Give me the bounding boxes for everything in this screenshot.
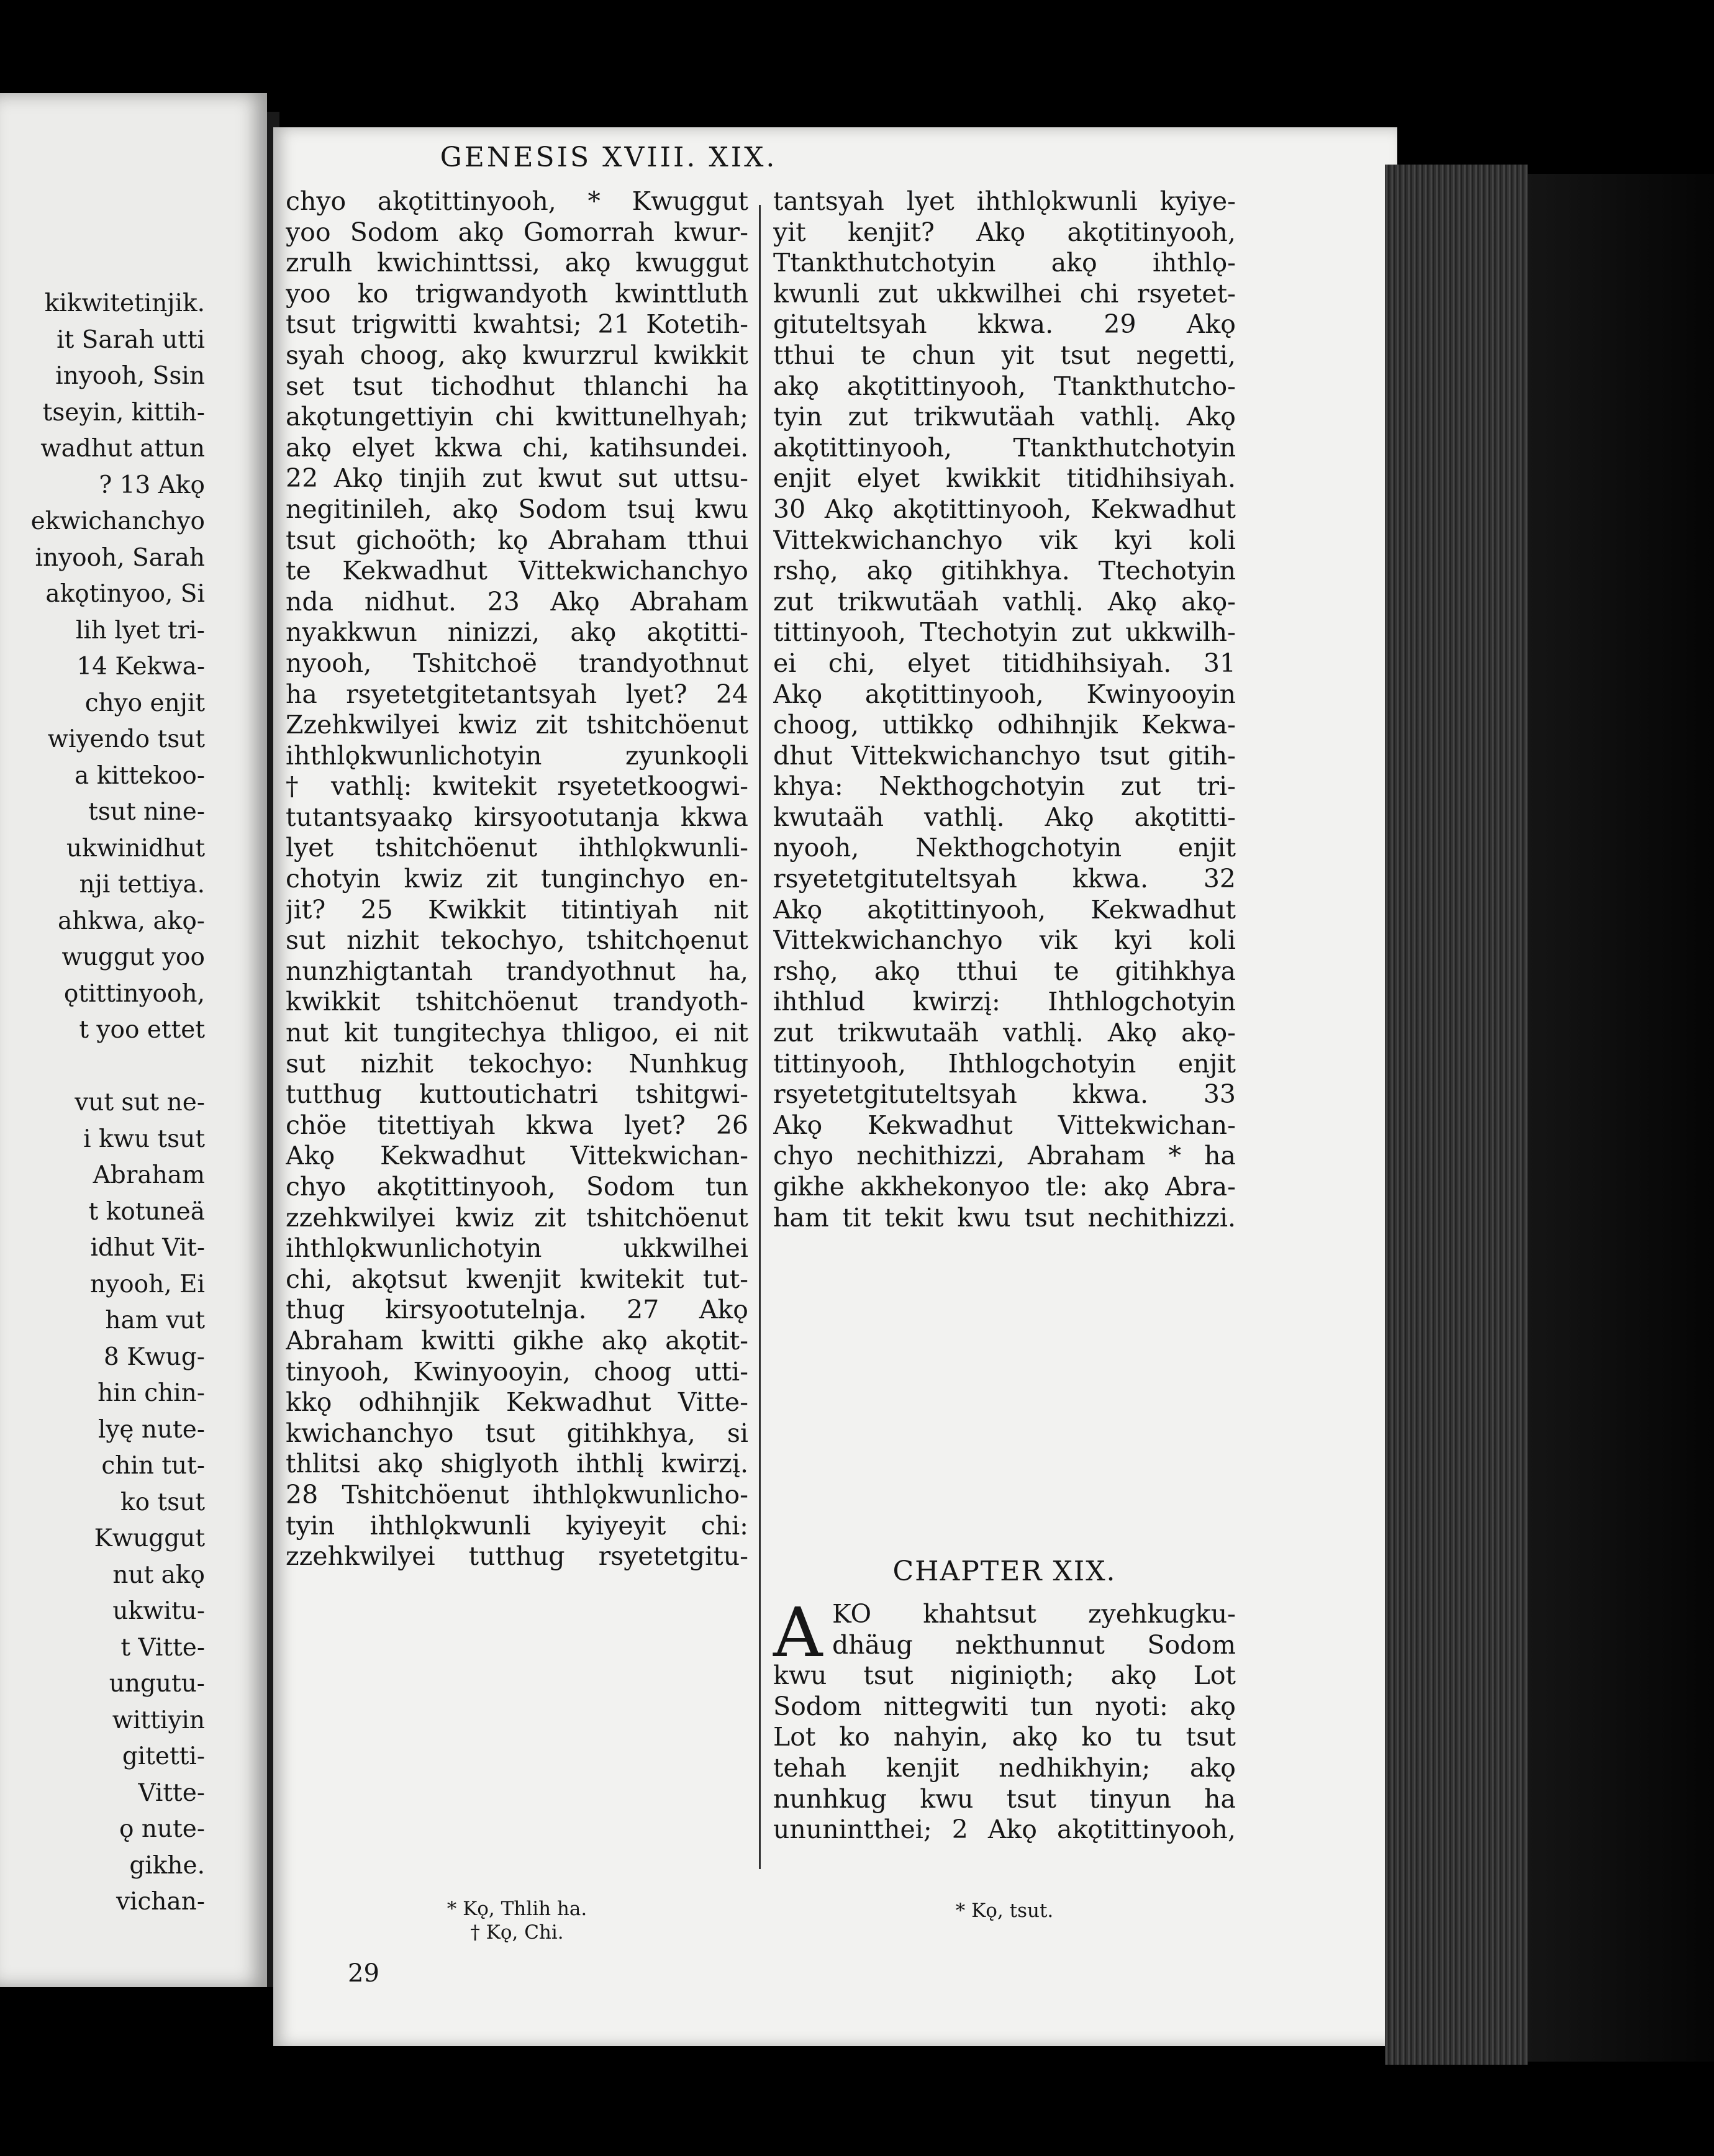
text-line: chyo nechithizzi, Abraham * ha <box>773 1141 1236 1171</box>
left-page-line: nji tettiya. <box>79 871 205 899</box>
text-line: ihthlǫkwunlichotyin ukkwilhei <box>286 1233 748 1264</box>
left-page-line: ǫ nute- <box>119 1815 205 1843</box>
text-line: tittinyooh, Ttechotyin zut ukkwilh- <box>773 617 1236 648</box>
left-page-line: gitetti- <box>122 1742 205 1770</box>
text-line: chi, akǫtsut kwenjit kwitekit tut- <box>286 1264 748 1294</box>
text-line: tyin zut trikwutäah vathlį. Akǫ <box>773 402 1236 432</box>
left-page-line: tsut nine- <box>88 798 205 826</box>
text-line: Akǫ akǫtittinyooh, Kekwadhut <box>773 894 1236 925</box>
text-line: thlitsi akǫ shiglyoth ihthlį kwirzį. <box>286 1449 748 1479</box>
text-line: nyooh, Tshitchoë trandyothnut <box>286 648 748 678</box>
text-line: nda nidhut. 23 Akǫ Abraham <box>286 586 748 617</box>
text-line: yoo ko trigwandyoth kwinttluth <box>286 278 748 309</box>
text-line: zut trikwutäah vathlį. Akǫ akǫ- <box>773 586 1236 617</box>
text-line: tsut trigwitti kwahtsi; 21 Kotetih- <box>286 309 748 340</box>
text-line: akǫ akǫtittinyooh, Ttankthutcho- <box>773 371 1236 401</box>
footnote: * Kǫ, Thlih ha. <box>447 1898 587 1920</box>
left-page-line: ko tsut <box>120 1488 205 1516</box>
text-line: nyakkwun ninizzi, akǫ akǫtitti- <box>286 617 748 648</box>
text-line: dhut Vittekwichanchyo tsut gitih- <box>773 740 1236 771</box>
chapter-body <box>773 1593 1236 1846</box>
text-line: kwutaäh vathlį. Akǫ akǫtitti- <box>773 802 1236 832</box>
left-page-line: ukwinidhut <box>66 834 205 863</box>
book-edge-shadow <box>1528 174 1714 2062</box>
text-line: akǫtungettiyin chi kwittunelhyah; <box>286 402 748 432</box>
text-line: nyooh, Nekthogchotyin enjit <box>773 833 1236 863</box>
text-line: choog, uttikkǫ odhihnjik Kekwa- <box>773 710 1236 740</box>
text-line: tthui te chun yit tsut negetti, <box>773 340 1236 370</box>
left-page-line: t Vitte- <box>120 1633 205 1662</box>
text-line: gikhe akkhekonyoo tle: akǫ Abra- <box>773 1172 1236 1202</box>
left-page-line: ungutu- <box>109 1670 205 1698</box>
footnote-column-b: * Kǫ, tsut. <box>955 1900 1054 1922</box>
left-page-line: tseyin, kittih- <box>42 398 205 427</box>
text-line: tutantsyaakǫ kirsyootutanja kkwa <box>286 802 748 832</box>
footnotes-column-a <box>286 1897 748 1944</box>
text-line: yoo Sodom akǫ Gomorrah kwur- <box>286 217 748 247</box>
text-line: jit? 25 Kwikkit titintiyah nit <box>286 894 748 925</box>
left-page-line: vut sut ne- <box>75 1089 205 1116</box>
text-line: chöe titettiyah kkwa lyet? 26 <box>286 1110 748 1140</box>
text-line: † vathlį: kwitekit rsyetetkoogwi- <box>286 771 748 802</box>
text-line: khya: Nekthogchotyin zut tri- <box>773 771 1236 802</box>
left-page-line: wuggut yoo <box>61 943 205 971</box>
text-line: tyin ihthlǫkwunli kyiyeyit chi: <box>286 1510 748 1541</box>
left-page <box>0 93 267 1987</box>
chapter-line: tehah kenjit nedhikhyin; akǫ <box>773 1752 1236 1783</box>
text-line: tsut gichoöth; kǫ Abraham tthui <box>286 525 748 555</box>
text-line: akǫ elyet kkwa chi, katihsundei. <box>286 432 748 463</box>
text-line: lyet tshitchöenut ihthlǫkwunli- <box>286 833 748 863</box>
text-line: kwikkit tshitchöenut trandyoth- <box>286 987 748 1017</box>
left-page-line: nyooh, Ei <box>90 1270 205 1298</box>
chapter-line: ununintthei; 2 Akǫ akǫtittinyooh, <box>773 1814 1236 1845</box>
text-line: zzehkwilyei tutthug rsyetetgitu- <box>286 1541 748 1572</box>
text-line: sut nizhit tekochyo: Nunhkug <box>286 1048 748 1079</box>
text-line: rshǫ, akǫ tthui te gitihkhya <box>773 956 1236 986</box>
text-line: zut trikwutaäh vathlį. Akǫ akǫ- <box>773 1018 1236 1048</box>
left-page-line: ukwitu- <box>112 1597 205 1625</box>
left-page-line: wittiyin <box>112 1706 205 1734</box>
text-line: ihthlud kwirzį: Ihthlogchotyin <box>773 987 1236 1017</box>
left-page-line: t kotuneä <box>88 1197 205 1226</box>
text-line: Ttankthutchotyin akǫ ihthlǫ- <box>773 248 1236 278</box>
text-line: Akǫ Kekwadhut Vittekwichan- <box>286 1141 748 1171</box>
text-line: kwichanchyo tsut gitihkhya, si <box>286 1418 748 1448</box>
left-page-line: ekwichanchyo <box>30 507 205 535</box>
text-line: tinyooh, Kwinyooyin, choog utti- <box>286 1356 748 1387</box>
text-line: tittinyooh, Ihthlogchotyin enjit <box>773 1048 1236 1079</box>
left-page-line: hin chin- <box>97 1379 205 1407</box>
chapter-line: nunhkug kwu tsut tinyun ha <box>773 1783 1236 1814</box>
left-page-text <box>0 286 205 1921</box>
text-line: negitinileh, akǫ Sodom tsuį kwu <box>286 494 748 524</box>
page-number: 29 <box>348 1959 379 1988</box>
column-a <box>286 186 748 1572</box>
text-line: rshǫ, akǫ gitihkhya. Ttechotyin <box>773 556 1236 586</box>
chapter-line: Lot ko nahyin, akǫ ko tu tsut <box>773 1722 1236 1752</box>
text-line: nut kit tungitechya thligoo, ei nit <box>286 1018 748 1048</box>
text-line: Vittekwichanchyo vik kyi koli <box>773 525 1236 555</box>
chapter-line: KO khahtsut zyehkugku- <box>832 1599 1236 1629</box>
left-page-line: Vitte- <box>138 1778 205 1807</box>
left-page-line: akǫtinyoo, Si <box>45 580 205 608</box>
text-line: set tsut tichodhut thlanchi ha <box>286 371 748 401</box>
text-line: Akǫ Kekwadhut Vittekwichan- <box>773 1110 1236 1140</box>
drop-cap: A <box>773 1593 823 1672</box>
left-page-line <box>0 1049 205 1085</box>
text-line: 28 Tshitchöenut ihthlǫkwunlicho- <box>286 1479 748 1510</box>
text-line: chyo akǫtittinyooh, Sodom tun <box>286 1172 748 1202</box>
left-page-line: it Sarah utti <box>57 325 205 354</box>
text-line: rsyetetgituteltsyah kkwa. 32 <box>773 864 1236 894</box>
chapter-line: kwu tsut niginiǫth; akǫ Lot <box>773 1660 1236 1691</box>
text-line: syah choog, akǫ kwurzrul kwikkit <box>286 340 748 370</box>
left-page-line: chyo enjit <box>84 689 205 717</box>
text-line: zzehkwilyei kwiz zit tshitchöenut <box>286 1202 748 1233</box>
left-page-line: inyooh, Sarah <box>35 543 205 572</box>
left-page-line: ham vut <box>105 1307 205 1334</box>
text-line: yit kenjit? Akǫ akǫtitinyooh, <box>773 217 1236 247</box>
left-page-line: vichan- <box>116 1888 205 1916</box>
left-page-line: t yoo ettet <box>79 1016 205 1044</box>
text-line: Abraham kwitti gikhe akǫ akǫtit- <box>286 1325 748 1356</box>
text-line: 30 Akǫ akǫtittinyooh, Kekwadhut <box>773 494 1236 524</box>
text-line: nunzhigtantah trandyothnut ha, <box>286 956 748 986</box>
chapter-line: Sodom nittegwiti tun nyoti: akǫ <box>773 1691 1236 1721</box>
text-line: enjit elyet kwikkit titidhihsiyah. <box>773 463 1236 494</box>
text-line: chyo akǫtittinyooh, * Kwuggut <box>286 186 748 216</box>
text-line: sut nizhit tekochyo, tshitchǫenut <box>286 925 748 956</box>
text-line: rsyetetgituteltsyah kkwa. 33 <box>773 1079 1236 1110</box>
left-page-line: ahkwa, akǫ- <box>58 907 205 935</box>
text-line: zrulh kwichinttssi, akǫ kwuggut <box>286 248 748 278</box>
text-line: gituteltsyah kkwa. 29 Akǫ <box>773 309 1236 340</box>
text-line: ei chi, elyet titidhihsiyah. 31 <box>773 648 1236 678</box>
left-page-line: ? 13 Akǫ <box>99 471 205 499</box>
left-page-line: chin tut- <box>101 1452 205 1480</box>
text-line: ha rsyetetgitetantsyah lyet? 24 <box>286 679 748 709</box>
left-page-line: kikwitetinjik. <box>44 289 205 317</box>
text-line: kkǫ odhihnjik Kekwadhut Vitte- <box>286 1387 748 1418</box>
left-page-line: 8 Kwug- <box>104 1343 205 1371</box>
text-line: Zzehkwilyei kwiz zit tshitchöenut <box>286 710 748 740</box>
left-page-line: ǫtittinyooh, <box>63 979 205 1008</box>
text-line: akǫtittinyooh, Ttankthutchotyin <box>773 432 1236 463</box>
footnote: † Kǫ, Chi. <box>470 1921 564 1944</box>
chapter-heading: CHAPTER XIX. <box>892 1556 1117 1587</box>
text-line: 22 Akǫ tinjih zut kwut sut uttsu- <box>286 463 748 494</box>
chapter-line: dhäug nekthunnut Sodom <box>832 1629 1236 1660</box>
left-page-line: 14 Kekwa- <box>76 653 205 681</box>
text-line: tutthug kuttoutichatri tshitgwi- <box>286 1079 748 1110</box>
left-page-line: inyooh, Ssin <box>55 362 205 390</box>
left-page-line: lih lyet tri- <box>75 616 205 645</box>
left-page-line: a kittekoo- <box>75 761 205 790</box>
left-page-line: i kwu tsut <box>83 1125 205 1153</box>
left-page-line: wiyendo tsut <box>47 725 205 753</box>
text-line: chotyin kwiz zit tunginchyo en- <box>286 864 748 894</box>
left-page-line: lyę nute- <box>97 1415 205 1444</box>
text-line: thug kirsyootutelnja. 27 Akǫ <box>286 1295 748 1325</box>
text-line: kwunli zut ukkwilhei chi rsyetet- <box>773 278 1236 309</box>
left-page-line: Kwuggut <box>94 1524 205 1552</box>
left-page-line: Abraham <box>93 1161 205 1189</box>
book-page-edges <box>1385 165 1528 2065</box>
left-page-line: idhut Vit- <box>90 1234 205 1262</box>
text-line: te Kekwadhut Vittekwichanchyo <box>286 556 748 586</box>
left-page-line: nut akǫ <box>112 1560 205 1589</box>
column-rule <box>759 205 761 1869</box>
text-line: ihthlǫkwunlichotyin zyunkoǫli <box>286 740 748 771</box>
text-line: ham tit tekit kwu tsut nechithizzi. <box>773 1202 1236 1233</box>
left-page-line: gikhe. <box>129 1851 205 1880</box>
running-head: GENESIS XVIII. XIX. <box>440 142 778 173</box>
column-b <box>773 186 1236 1233</box>
text-line: Akǫ akǫtittinyooh, Kwinyooyin <box>773 679 1236 709</box>
text-line: Vittekwichanchyo vik kyi koli <box>773 925 1236 956</box>
text-line: tantsyah lyet ihthlǫkwunli kyiye- <box>773 186 1236 216</box>
left-page-line: wadhut attun <box>40 435 205 463</box>
